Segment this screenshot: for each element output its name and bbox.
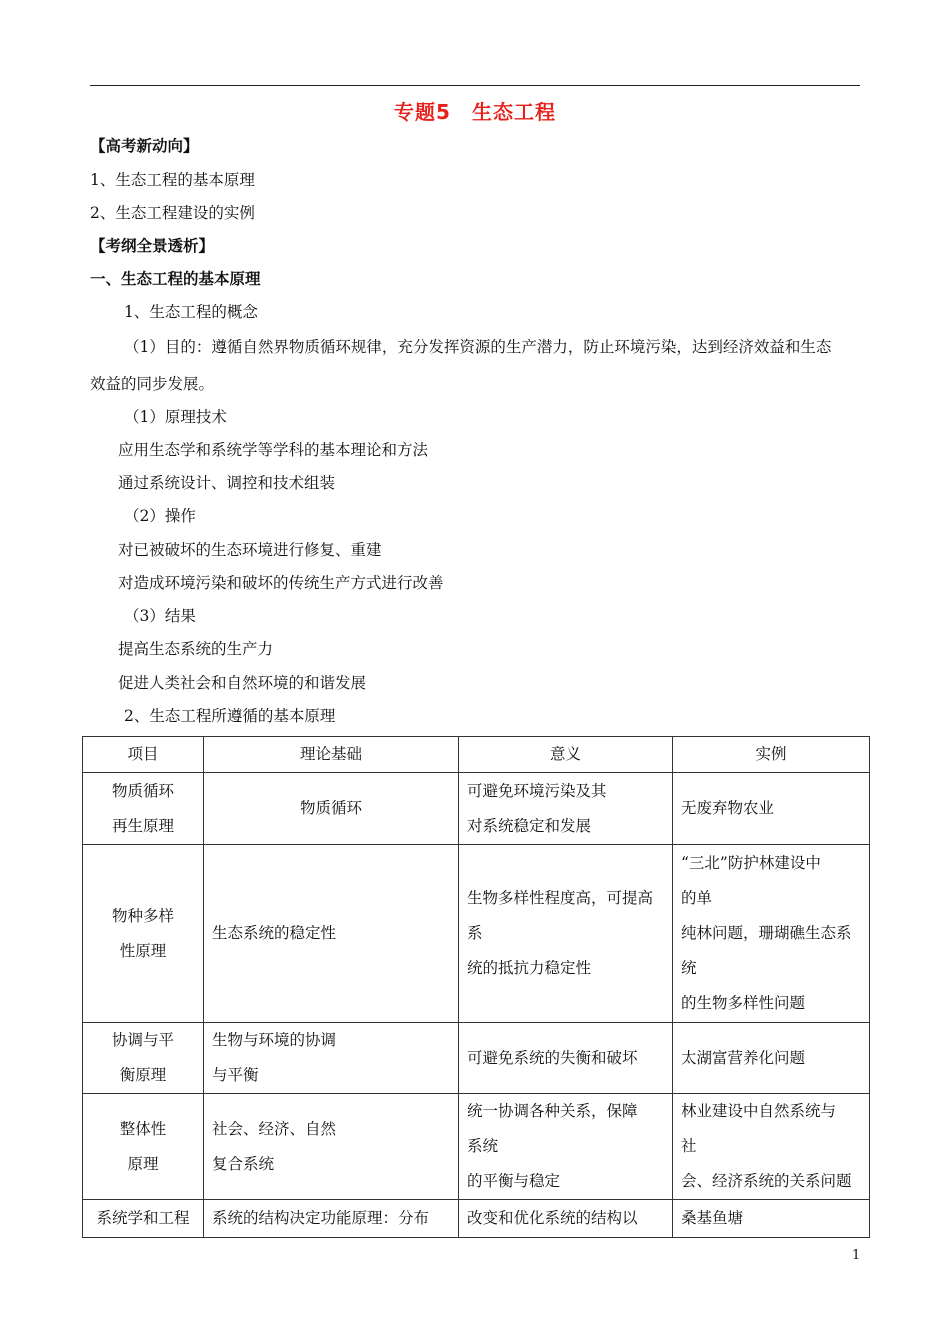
cell-line: 的平衡与稳定 <box>467 1172 561 1190</box>
cell-example <box>673 1094 870 1200</box>
purpose-line-2: 效益的同步发展。 <box>90 375 215 393</box>
cell-line: “三北”防护林建设中 <box>681 854 821 872</box>
principles-table <box>82 736 870 1238</box>
cell-line: 可避免系统的失衡和破坏 <box>467 1048 638 1067</box>
result-item-2: 促进人类社会和自然环境的和谐发展 <box>118 674 367 692</box>
table-row <box>83 1094 870 1200</box>
cell-meaning <box>459 1023 673 1094</box>
cell-line: 系统学和工程 <box>96 1209 190 1227</box>
cell-line: 统一协调各种关系，保障 <box>467 1102 638 1120</box>
cell-line: 系统 <box>467 1137 499 1155</box>
header-item: 项目 <box>83 737 204 773</box>
part1-heading: 一、生态工程的基本原理 <box>90 270 261 288</box>
cell-meaning <box>459 1200 673 1238</box>
cell-line: 生态系统的稳定性 <box>212 924 337 942</box>
cell-line: 整体性 <box>119 1119 167 1138</box>
tech-item-1: 应用生态学和系统学等学科的基本理论和方法 <box>118 441 429 459</box>
header-meaning: 意义 <box>459 737 673 773</box>
table-header-row <box>83 737 870 773</box>
cell-line: 生物多样性程度高，可提高 <box>467 889 654 907</box>
tech-heading: （1）原理技术 <box>124 408 227 426</box>
concept-heading: 1、生态工程的概念 <box>124 303 258 321</box>
cell-item <box>83 845 204 1023</box>
section-outline-heading: 【考纲全景透析】 <box>90 237 215 255</box>
cell-meaning <box>459 1094 673 1200</box>
cell-basis <box>204 1200 459 1238</box>
cell-line: 系统的结构决定功能原理：分布 <box>212 1209 430 1227</box>
table-row <box>83 1023 870 1094</box>
cell-line: 可避免环境污染及其 <box>467 781 607 800</box>
op-heading: （2）操作 <box>124 507 196 525</box>
result-heading: （3）结果 <box>124 607 196 625</box>
header-rule <box>90 85 860 86</box>
cell-line: 社 <box>681 1137 697 1155</box>
tech-item-2: 通过系统设计、调控和技术组装 <box>118 474 336 492</box>
cell-line: 物种多样 <box>111 906 174 925</box>
cell-item <box>83 1094 204 1200</box>
cell-basis <box>204 1023 459 1094</box>
cell-line: 的单 <box>681 889 713 907</box>
cell-example <box>673 1023 870 1094</box>
cell-line: 性原理 <box>119 941 167 960</box>
cell-line: 统的抵抗力稳定性 <box>467 959 592 977</box>
section-trend-heading: 【高考新动向】 <box>90 137 199 155</box>
result-item-1: 提高生态系统的生产力 <box>118 640 274 658</box>
table-row <box>83 1200 870 1238</box>
cell-item <box>83 1023 204 1094</box>
trend-item-1: 1、生态工程的基本原理 <box>90 171 255 189</box>
cell-line: 与平衡 <box>212 1066 259 1084</box>
cell-line: 社会、经济、自然 <box>212 1119 337 1138</box>
cell-line: 的生物多样性问题 <box>681 994 806 1012</box>
cell-line: 无废弃物农业 <box>681 799 775 817</box>
cell-line: 会、经济系统的关系问题 <box>681 1172 852 1190</box>
cell-basis <box>204 773 459 845</box>
page-title: 专题5 生态工程 <box>394 100 556 124</box>
cell-line: 生物与环境的协调 <box>212 1031 337 1049</box>
cell-item <box>83 773 204 845</box>
cell-line: 协调与平 <box>111 1031 174 1049</box>
page-number: 1 <box>852 1248 861 1263</box>
cell-line: 系 <box>467 924 483 942</box>
cell-meaning <box>459 845 673 1023</box>
table-row <box>83 845 870 1023</box>
cell-line: 衡原理 <box>119 1066 167 1084</box>
header-basis: 理论基础 <box>204 737 459 773</box>
cell-line: 物质循环 <box>299 799 362 817</box>
header-example: 实例 <box>673 737 870 773</box>
cell-meaning <box>459 773 673 845</box>
purpose-line-1: （1）目的：遵循自然界物质循环规律，充分发挥资源的生产潜力，防止环境污染，达到经济效益和生态 <box>124 338 832 356</box>
cell-example <box>673 1200 870 1238</box>
cell-line: 对系统稳定和发展 <box>467 816 592 835</box>
op-item-2: 对造成环境污染和破坏的传统生产方式进行改善 <box>118 574 444 592</box>
trend-item-2: 2、生态工程建设的实例 <box>90 204 255 222</box>
principles-heading: 2、生态工程所遵循的基本原理 <box>124 707 336 725</box>
cell-line: 太湖富营养化问题 <box>681 1048 806 1067</box>
cell-line: 再生原理 <box>111 816 174 835</box>
cell-line: 物质循环 <box>111 781 174 800</box>
cell-example <box>673 773 870 845</box>
cell-line: 原理 <box>127 1154 159 1173</box>
cell-item <box>83 1200 204 1238</box>
cell-line: 林业建设中自然系统与 <box>681 1102 837 1120</box>
cell-line: 桑基鱼塘 <box>681 1209 744 1227</box>
cell-example <box>673 845 870 1023</box>
cell-line: 改变和优化系统的结构以 <box>467 1209 638 1227</box>
cell-line: 纯林问题，珊瑚礁生态系 <box>681 924 852 942</box>
cell-basis <box>204 845 459 1023</box>
table-row <box>83 773 870 845</box>
cell-basis <box>204 1094 459 1200</box>
op-item-1: 对已被破坏的生态环境进行修复、重建 <box>118 541 382 559</box>
cell-line: 统 <box>681 959 697 977</box>
cell-line: 复合系统 <box>212 1154 275 1173</box>
